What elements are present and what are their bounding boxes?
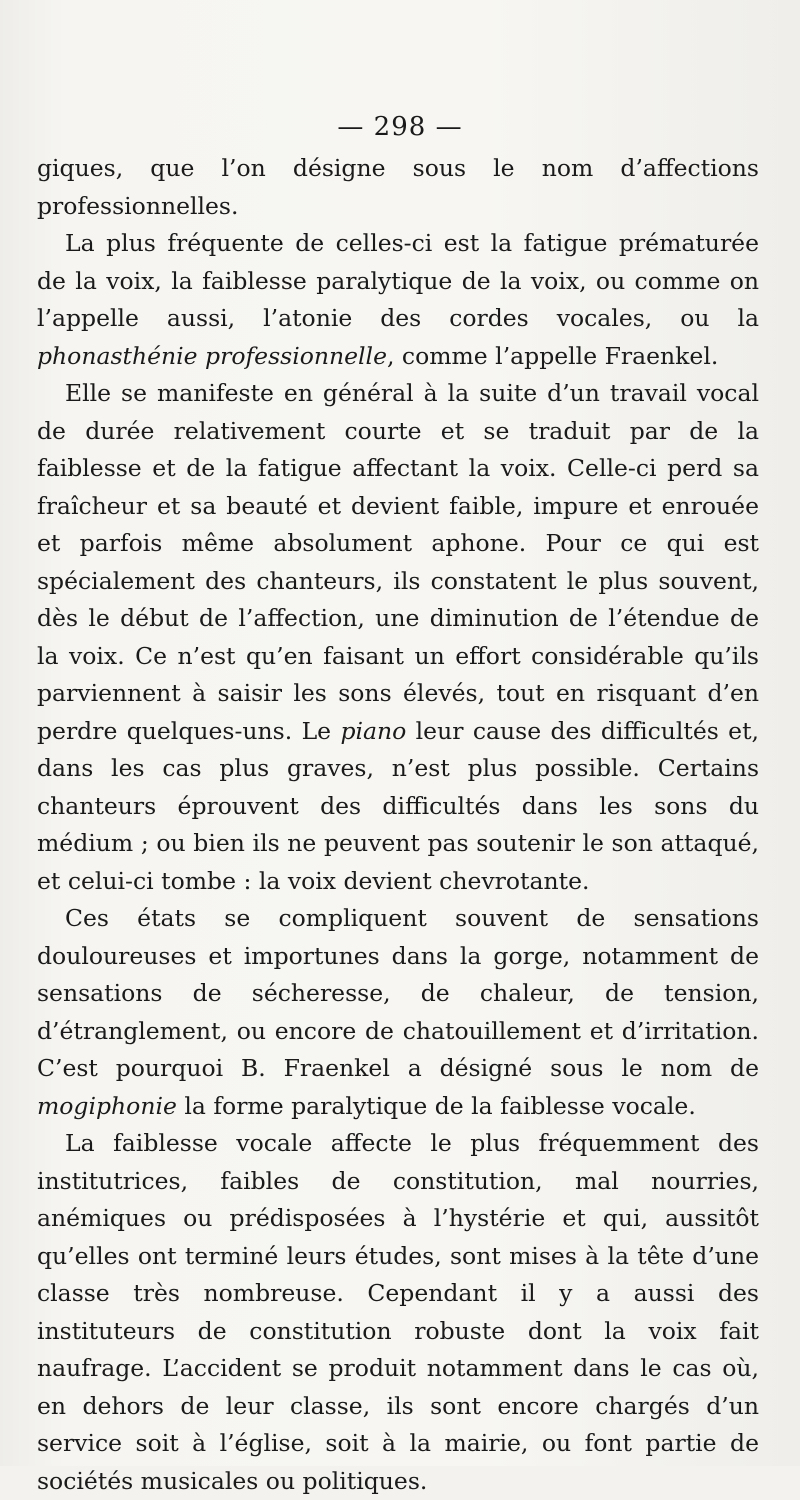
paragraph-3-text-a: Elle se manifeste en général à la suite d’un travail vocal de durée relativement courte et se traduit par de la faiblesse et de la fatigue affectant la voix. Celle-ci perd sa fraîcheur et sa beauté et devient faible, impure et enrouée et parfois même absolument aphone. Pour ce qui est spécialement des chanteurs, ils constatent le plus souvent, dès le début de l’affection, une diminution de l’étendue de la voix. Ce n’est qu’en faisant un effort considérable qu’ils parviennent à saisir les sons élevés, tout en risquant d’en perdre quelques-uns. Le bbox=[37, 379, 759, 745]
paragraph-1-text: giques, que l’on désigne sous le nom d’affections professionnelles. bbox=[37, 154, 759, 220]
paragraph-4 bbox=[37, 900, 759, 1125]
paragraph-4-text-b: la forme paralytique de la faiblesse vocale. bbox=[176, 1091, 696, 1120]
paragraph-3 bbox=[37, 375, 759, 900]
paragraph-2-text-a: La plus fréquente de celles-ci est la fatigue prématurée de la voix, la faiblesse paralytique de la voix, ou comme on l’appelle aussi, l’atonie des cordes vocales, ou la bbox=[37, 229, 759, 332]
page-number: — 298 — bbox=[337, 112, 463, 142]
paragraph-1 bbox=[37, 150, 759, 225]
paragraph-2-text-b: , comme l’appelle Fraenkel. bbox=[386, 341, 719, 370]
paragraph-3-text-b: leur cause des difficultés et, dans les cas plus graves, n’est plus possible. Certains chanteurs éprouvent des difficultés dans les sons du médium ; ou bien ils ne peuvent pas soutenir le son attaqué, et celui-ci tombe : la voix devient chevrotante. bbox=[37, 716, 759, 895]
paragraph-4-text-a: Ces états se compliquent souvent de sensations douloureuses et importunes dans la gorge, notamment de sensations de sécheresse, de chaleur, de tension, d’étranglement, ou encore de chatouillement et d’irritation. C’est pourquoi B. Fraenkel a désigné sous le nom de bbox=[37, 904, 759, 1082]
paragraph-5 bbox=[37, 1125, 759, 1500]
paragraph-4-italic-term: mogiphonie bbox=[37, 1091, 177, 1120]
paragraph-2 bbox=[37, 225, 759, 375]
body-text bbox=[37, 150, 759, 1500]
paragraph-3-italic-term: piano bbox=[340, 716, 407, 745]
paragraph-2-italic-term: phonasthénie professionnelle bbox=[37, 341, 387, 370]
paragraph-5-text: La faiblesse vocale affecte le plus fréquemment des institutrices, faibles de constitution, mal nourries, anémiques ou prédisposées à l’hystérie et qui, aussitôt qu’elles ont terminé leurs études, sont mises à la tête d’une classe très nombreuse. Cependant il y a aussi des instituteurs de constitution robuste dont la voix fait naufrage. L’accident se produit notamment dans le cas où, en dehors de leur classe, ils sont encore chargés d’un service soit à l’église, soit à la mairie, ou font partie de sociétés musicales ou politiques. bbox=[37, 1129, 759, 1495]
